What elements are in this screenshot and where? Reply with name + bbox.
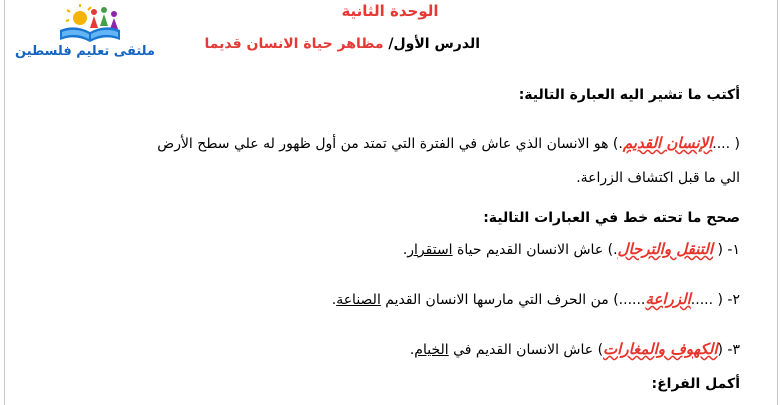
correction-item-3 bbox=[410, 340, 740, 358]
item2-end: . bbox=[331, 292, 337, 308]
page-left-border bbox=[4, 0, 5, 405]
item3-text: ) عاش الانسان القديم في bbox=[448, 342, 604, 358]
lesson-label: الدرس الأول bbox=[393, 36, 480, 52]
item1-answer: التنقل والترحال bbox=[617, 240, 714, 258]
lesson-separator: / bbox=[388, 36, 394, 52]
section2-heading: صحح ما تحته خط في العبارات التالية: bbox=[483, 210, 740, 226]
definition-line-2: الي ما قبل اكتشاف الزراعة. bbox=[576, 170, 740, 186]
unit-title: الوحدة الثانية bbox=[341, 2, 439, 20]
item2-text: ......) من الحرف التي مارسها الانسان القديم bbox=[380, 292, 646, 308]
item3-answer: الكهوف والمغارات bbox=[603, 340, 718, 358]
lesson-title bbox=[205, 36, 480, 52]
item3-end: . bbox=[409, 342, 415, 358]
definition-line bbox=[157, 134, 740, 152]
item2-answer: الزراعة bbox=[645, 290, 691, 308]
item1-number: ١- ( bbox=[713, 242, 740, 258]
lesson-name: مظاهر حياة الانسان قديما bbox=[204, 36, 389, 52]
logo-text: ملتقى تعليم فلسطين bbox=[15, 44, 155, 59]
definition-open: ( .... bbox=[712, 136, 740, 152]
definition-answer: الإنسان القديم bbox=[622, 134, 713, 152]
correction-item-2 bbox=[332, 290, 740, 308]
definition-text: .) هو الانسان الذي عاش في الفترة التي تمتد من أول ظهور له علي سطح الأرض bbox=[157, 136, 623, 152]
item1-end: . bbox=[402, 242, 408, 258]
correction-item-1 bbox=[403, 240, 740, 258]
item1-text: .) عاش الانسان القديم حياة bbox=[452, 242, 618, 258]
item3-underlined: الخيام bbox=[414, 342, 449, 358]
section3-heading: أكمل الفراغ: bbox=[651, 376, 740, 392]
item2-number: ٢- ( ..... bbox=[690, 292, 740, 308]
page-right-border bbox=[777, 0, 778, 405]
item1-underlined: استقرار bbox=[407, 242, 453, 258]
item3-number: ٣- ( bbox=[717, 342, 740, 358]
item2-underlined: الصناعة bbox=[336, 292, 381, 308]
section1-heading: أكتب ما تشير اليه العبارة التالية: bbox=[518, 87, 740, 103]
